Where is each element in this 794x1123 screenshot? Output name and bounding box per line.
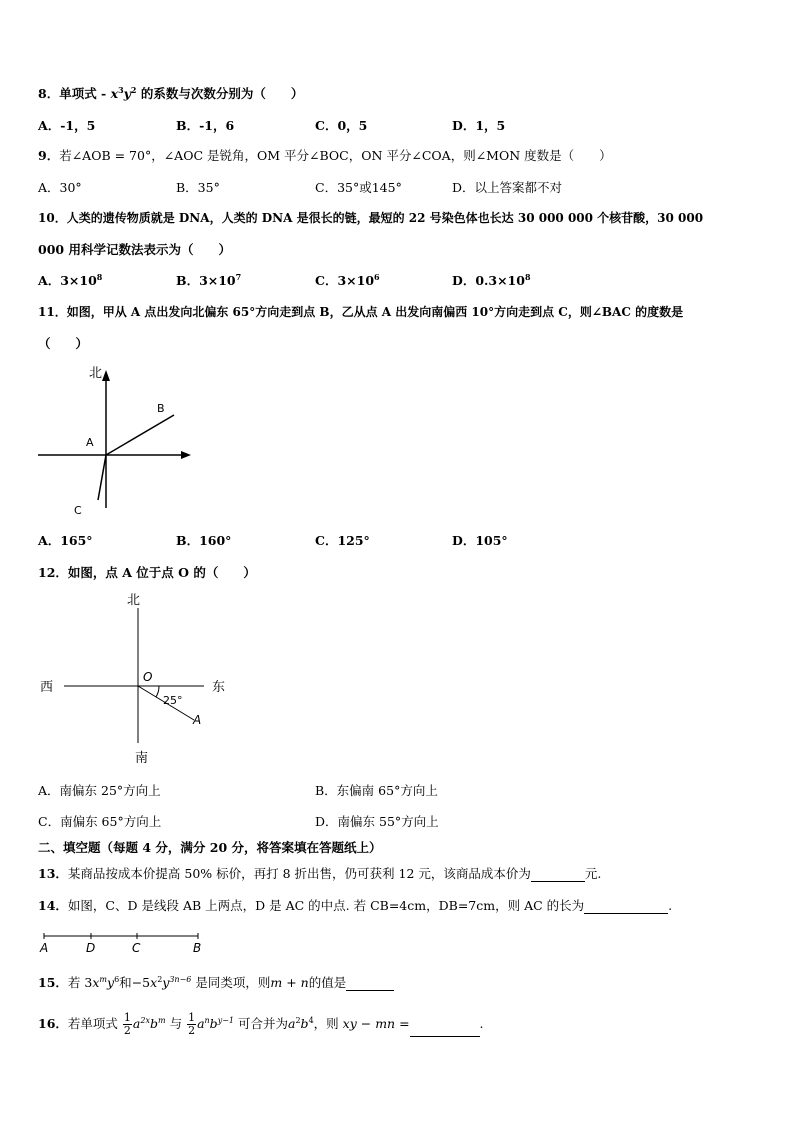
q15-stem xyxy=(38,973,394,991)
q14-label-d: D xyxy=(86,941,96,955)
q15-text-end: 的值是 xyxy=(308,975,347,990)
q12-label-west: 西 xyxy=(40,680,54,695)
q10-option-d-exp: 8 xyxy=(524,271,531,282)
q9-option-a[interactable]: A．30° xyxy=(38,180,82,195)
q15-text-mid: 是同类项，则 xyxy=(195,975,271,990)
q16-text-yu: 与 xyxy=(169,1016,183,1031)
q12-figure xyxy=(36,588,236,768)
q13-text-before: 某商品按成本价提高 50% 标价，再打 8 折出售，仍可获利 12 元，该商品成本价为 xyxy=(67,866,531,881)
q16-text-end: . xyxy=(479,1016,484,1031)
q10-option-a-exp: 8 xyxy=(96,271,103,282)
q16-expr: xy − mn = xyxy=(342,1016,410,1031)
q11-option-b[interactable]: B．160° xyxy=(176,533,232,548)
q9-stem xyxy=(38,146,612,164)
q8-option-d[interactable]: D．1，5 xyxy=(452,118,506,133)
q14-text-after: . xyxy=(668,898,673,913)
q8-option-c[interactable]: C．0，5 xyxy=(315,118,368,133)
q12-option-a[interactable]: A．南偏东 25°方向上 xyxy=(38,783,161,798)
q10-option-d[interactable] xyxy=(452,271,531,289)
q8-term-x: x xyxy=(110,86,119,101)
q16-exp-n: n xyxy=(204,1015,210,1025)
q12-label-o: O xyxy=(143,670,153,684)
q14-stem xyxy=(38,896,672,914)
q10-option-c[interactable] xyxy=(315,271,380,289)
q16-var-a2: a xyxy=(197,1016,205,1031)
q10-option-a-base: A．3×10 xyxy=(38,273,97,288)
q11-option-d[interactable]: D．105° xyxy=(452,533,508,548)
q12-label-east: 东 xyxy=(212,680,226,695)
q15-var-y1: y xyxy=(107,975,115,990)
q9-text: 若∠AOB = 70°，∠AOC 是锐角，OM 平分∠BOC，ON 平分∠COA，则∠MON 度数是（ ） xyxy=(59,148,612,163)
q15-var-y2: y xyxy=(162,975,170,990)
q15-coef1: 3 xyxy=(84,975,93,990)
q10-option-b-base: B．3×10 xyxy=(176,273,236,288)
q12-label-north: 北 xyxy=(127,593,141,608)
q13-answer-blank[interactable] xyxy=(531,867,585,882)
q11-option-c[interactable]: C．125° xyxy=(315,533,370,548)
q16-exp-y1: y−1 xyxy=(217,1015,234,1025)
q10-option-a[interactable] xyxy=(38,271,102,289)
q16-text-mid: 可合并为 xyxy=(237,1016,288,1031)
q16-fraction-1-num: 1 xyxy=(123,1011,131,1024)
q16-fraction-1 xyxy=(123,1012,132,1037)
q15-exp-3n6: 3n−6 xyxy=(169,974,192,984)
q15-text-ruo: 若 xyxy=(67,975,81,990)
q16-stem xyxy=(38,1012,484,1037)
q14-label-b: B xyxy=(193,941,202,955)
q12-label-a: A xyxy=(193,713,202,727)
q12-option-d[interactable]: D．南偏东 55°方向上 xyxy=(315,814,439,829)
q10-option-b-exp: 7 xyxy=(235,271,242,282)
q12-label-south: 南 xyxy=(135,751,149,766)
q14-label-c: C xyxy=(132,941,141,955)
q13-number: 13． xyxy=(38,866,68,881)
q8-term-y: y xyxy=(123,86,131,101)
q10-stem-line1 xyxy=(38,209,703,226)
q15-var-x1: x xyxy=(92,975,100,990)
q15-exp-2: 2 xyxy=(157,974,163,984)
q8-stem xyxy=(38,84,303,102)
q10-number: 10． xyxy=(38,211,67,225)
section-2-heading: 二、填空题（每题 4 分，满分 20 分，将答案填在答题纸上） xyxy=(38,840,382,855)
q16-fraction-1-den: 2 xyxy=(123,1024,131,1037)
q8-text-before: 单项式 - xyxy=(59,86,111,101)
q12-text: 如图，点 A 位于点 O 的（ ） xyxy=(67,565,256,580)
q11-arrow-east-icon xyxy=(181,451,191,459)
q15-var-x2: x xyxy=(150,975,158,990)
q8-number: 8． xyxy=(38,86,60,101)
q9-number: 9． xyxy=(38,148,60,163)
q12-label-angle: 25° xyxy=(163,694,183,707)
q11-option-a[interactable]: A．165° xyxy=(38,533,93,548)
q10-text-line1: 人类的遗传物质就是 DNA，人类的 DNA 是很长的链，最短的 22 号染色体也长达 30 000 000 个核苷酸，30 000 xyxy=(66,211,704,225)
q8-option-a[interactable]: A．-1，5 xyxy=(38,118,96,133)
q11-label-a: A xyxy=(86,436,94,449)
q9-option-b[interactable]: B．35° xyxy=(176,180,220,195)
q15-coef2: −5 xyxy=(131,975,151,990)
q13-stem xyxy=(38,864,601,882)
q16-exp-m: m xyxy=(157,1015,166,1025)
q10-stem-line2: 000 用科学记数法表示为（ ） xyxy=(38,242,231,257)
q9-option-c[interactable]: C．35°或145° xyxy=(315,180,402,195)
q16-var-b3: b xyxy=(300,1016,309,1031)
q12-option-b[interactable]: B．东偏南 65°方向上 xyxy=(315,783,438,798)
q12-number: 12． xyxy=(38,565,68,580)
q11-ray-ac xyxy=(98,455,106,500)
q16-var-a1: a xyxy=(132,1016,141,1031)
q16-var-b2: b xyxy=(209,1016,218,1031)
q11-arrow-north-icon xyxy=(102,370,110,381)
q14-answer-blank[interactable] xyxy=(584,899,668,914)
q11-number: 11． xyxy=(38,305,67,319)
q12-angle-arc xyxy=(156,686,159,697)
q11-label-north: 北 xyxy=(89,366,103,381)
q15-answer-blank[interactable] xyxy=(346,976,394,991)
q16-var-a3: a xyxy=(288,1016,296,1031)
q10-option-c-base: C．3×10 xyxy=(315,273,375,288)
q15-text-he: 和 xyxy=(119,975,132,990)
q14-figure xyxy=(36,928,211,958)
q8-text-after: 的系数与次数分别为（ ） xyxy=(136,86,304,101)
q15-expr: m + n xyxy=(270,975,309,990)
q16-fraction-2-num: 1 xyxy=(188,1011,196,1024)
q10-option-d-base: D．0.3×10 xyxy=(452,273,525,288)
q16-exp-2: 2 xyxy=(295,1015,301,1025)
q15-number: 15． xyxy=(38,975,68,990)
q16-fraction-2-den: 2 xyxy=(188,1024,196,1037)
q11-stem-line2: （ ） xyxy=(38,336,89,351)
q11-label-c: C xyxy=(74,504,82,517)
q8-term-exp2: 2 xyxy=(130,84,137,95)
q11-ray-ab xyxy=(106,415,174,455)
q16-exp-4: 4 xyxy=(308,1015,314,1025)
q8-option-b[interactable]: B．-1，6 xyxy=(176,118,235,133)
q16-text-ruo: 若单项式 xyxy=(67,1016,118,1031)
q13-text-after: 元. xyxy=(584,866,602,881)
q11-figure xyxy=(34,360,204,520)
q14-label-a: A xyxy=(40,941,49,955)
q11-text-line1: 如图，甲从 A 点出发向北偏东 65°方向走到点 B，乙从点 A 出发向南偏西 10°方向走到点 C，则∠BAC 的度数是 xyxy=(66,305,684,319)
q16-answer-blank[interactable] xyxy=(410,1022,480,1037)
q11-stem-line1 xyxy=(38,303,683,320)
q16-var-b1: b xyxy=(149,1016,158,1031)
q8-term-exp1: 3 xyxy=(118,84,124,95)
q12-stem xyxy=(38,563,256,581)
q14-text-before: 如图，C、D 是线段 AB 上两点，D 是 AC 的中点. 若 CB=4cm，DB=7cm，则 AC 的长为 xyxy=(67,898,585,913)
q16-exp-2x: 2x xyxy=(140,1015,150,1025)
q16-fraction-2 xyxy=(187,1012,196,1037)
q10-option-c-exp: 6 xyxy=(374,271,380,282)
q12-option-c[interactable]: C．南偏东 65°方向上 xyxy=(38,814,162,829)
q16-number: 16． xyxy=(38,1016,68,1031)
q9-option-d[interactable]: D．以上答案都不对 xyxy=(452,180,563,195)
q10-option-b[interactable] xyxy=(176,271,241,289)
q11-label-b: B xyxy=(157,402,165,415)
q15-exp-6: 6 xyxy=(114,974,120,984)
q15-exp-m: m xyxy=(99,974,108,984)
q16-text-then: ，则 xyxy=(313,1016,339,1031)
q14-number: 14． xyxy=(38,898,68,913)
